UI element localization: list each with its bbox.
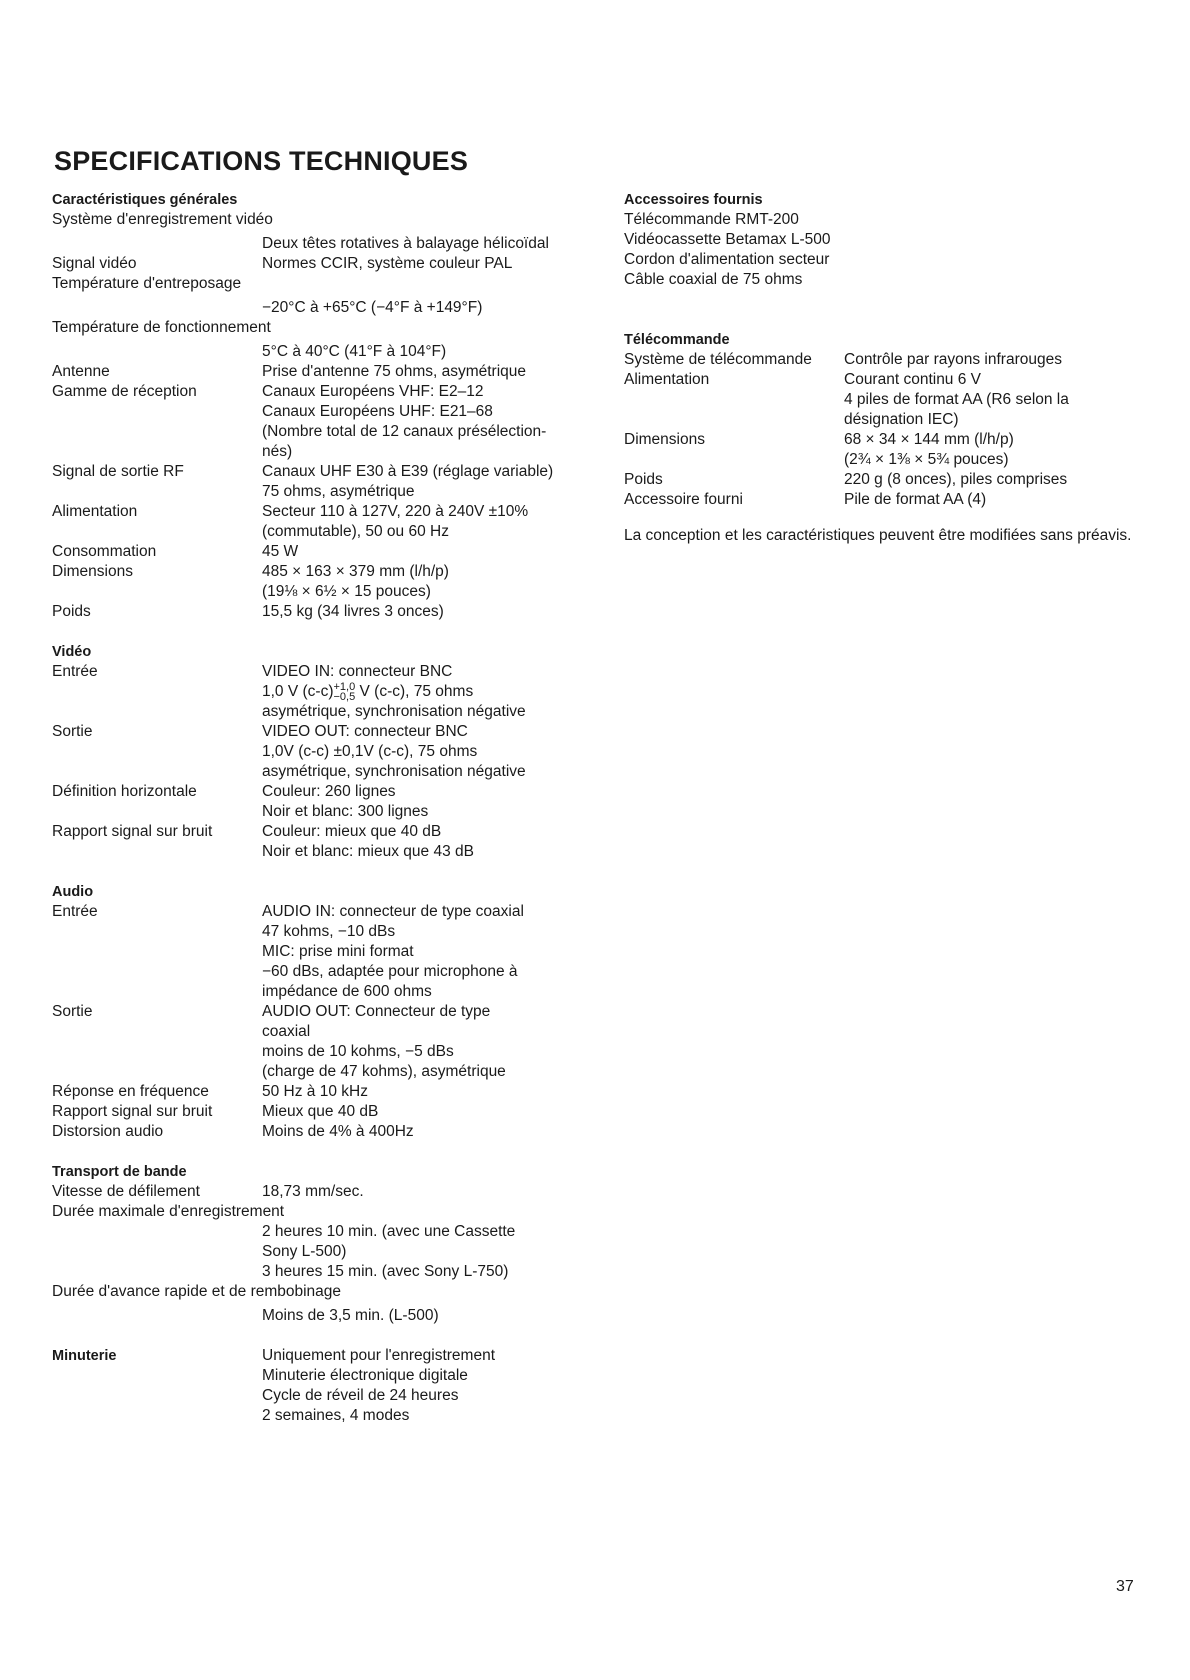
section-heading-video: Vidéo bbox=[52, 644, 92, 660]
spec-label: Système de télécommande bbox=[624, 351, 812, 368]
spec-row bbox=[624, 370, 1144, 430]
spec-value: (19⅛ × 6½ × 15 pouces) bbox=[262, 583, 431, 600]
spec-label: Rapport signal sur bruit bbox=[52, 823, 213, 841]
spec-value: Couleur: 260 lignes bbox=[262, 783, 396, 801]
section-heading-timer: Minuterie bbox=[52, 1348, 117, 1365]
spec-value: 18,73 mm/sec. bbox=[262, 1183, 364, 1201]
spec-row bbox=[52, 1122, 612, 1142]
spec-value: (commutable), 50 ou 60 Hz bbox=[262, 523, 449, 540]
spec-row bbox=[52, 502, 612, 542]
spec-value: (Nombre total de 12 canaux présélection- bbox=[262, 423, 547, 440]
spec-value: 4 piles de format AA (R6 selon la bbox=[844, 391, 1069, 408]
spec-rows-video bbox=[52, 722, 612, 862]
spec-row bbox=[624, 490, 1144, 510]
spec-value: (2¾ × 1⅜ × 5¾ pouces) bbox=[844, 451, 1009, 468]
spec-value: Canaux Européens UHF: E21–68 bbox=[262, 403, 493, 420]
spec-value: Mieux que 40 dB bbox=[262, 1103, 379, 1121]
spec-row bbox=[52, 602, 612, 622]
spec-value: Uniquement pour l'enregistrement bbox=[262, 1347, 495, 1365]
spec-value: coaxial bbox=[262, 1023, 311, 1041]
spec-label: Rapport signal sur bruit bbox=[52, 1103, 213, 1121]
spec-value: 3 heures 15 min. (avec Sony L-750) bbox=[262, 1263, 509, 1281]
spec-label: Durée maximale d'enregistrement bbox=[52, 1203, 285, 1221]
spec-value-part: V (c-c), 75 ohms bbox=[355, 683, 474, 701]
spec-value: Canaux UHF E30 à E39 (réglage variable) bbox=[262, 463, 554, 480]
spec-label: Entrée bbox=[52, 663, 98, 680]
spec-value: Couleur: mieux que 40 dB bbox=[262, 823, 442, 841]
spec-value: 2 heures 10 min. (avec une Cassette bbox=[262, 1223, 516, 1241]
spec-value: Deux têtes rotatives à balayage hélicoïdal bbox=[262, 235, 549, 252]
spec-values bbox=[52, 1222, 612, 1282]
left-column bbox=[52, 190, 612, 1426]
spec-value: VIDEO IN: connecteur BNC bbox=[262, 663, 453, 680]
section-heading-general: Caractéristiques générales bbox=[52, 192, 238, 208]
spec-value: 5°C à 40°C (41°F à 104°F) bbox=[262, 343, 447, 360]
spec-values bbox=[262, 1346, 612, 1426]
spec-value: 1,0V (c-c) ±0,1V (c-c), 75 ohms bbox=[262, 743, 478, 761]
spec-value: AUDIO OUT: Connecteur de type bbox=[262, 1003, 491, 1021]
spec-label: Température d'entreposage bbox=[52, 275, 242, 292]
spec-row bbox=[52, 782, 612, 822]
spec-value: moins de 10 kohms, −5 dBs bbox=[262, 1043, 454, 1061]
spec-value: 50 Hz à 10 kHz bbox=[262, 1083, 368, 1101]
spec-value-part: 1,0 V (c-c) bbox=[262, 683, 334, 701]
tolerance-minus: −0,5 bbox=[333, 691, 356, 703]
spec-row bbox=[52, 662, 612, 722]
spec-label: Système d'enregistrement vidéo bbox=[52, 211, 273, 228]
spec-value: Noir et blanc: mieux que 43 dB bbox=[262, 843, 474, 861]
spec-value: désignation IEC) bbox=[844, 411, 959, 428]
spec-value: Minuterie électronique digitale bbox=[262, 1367, 468, 1385]
spec-value: Normes CCIR, système couleur PAL bbox=[262, 255, 513, 272]
spec-label: Poids bbox=[52, 603, 91, 620]
spec-row bbox=[52, 562, 612, 602]
spec-label: Durée d'avance rapide et de rembobinage bbox=[52, 1283, 342, 1301]
spec-value: 15,5 kg (34 livres 3 onces) bbox=[262, 603, 444, 620]
spec-label: Définition horizontale bbox=[52, 783, 197, 801]
spec-label: Distorsion audio bbox=[52, 1123, 164, 1141]
spec-row bbox=[52, 254, 612, 274]
spec-label: Signal vidéo bbox=[52, 255, 137, 272]
spec-value: Moins de 4% à 400Hz bbox=[262, 1123, 414, 1141]
accessory-item: Cordon d'alimentation secteur bbox=[624, 251, 830, 268]
spec-value: 485 × 163 × 379 mm (l/h/p) bbox=[262, 563, 449, 580]
spec-label: Réponse en fréquence bbox=[52, 1083, 209, 1101]
section-heading-audio: Audio bbox=[52, 884, 94, 901]
section-heading-remote: Télécommande bbox=[624, 332, 730, 348]
spec-row bbox=[52, 722, 612, 782]
spec-label: Signal de sortie RF bbox=[52, 463, 184, 480]
spec-row bbox=[52, 382, 612, 462]
spec-value: Contrôle par rayons infrarouges bbox=[844, 351, 1062, 368]
accessory-item: Télécommande RMT-200 bbox=[624, 211, 799, 228]
spec-label: Vitesse de défilement bbox=[52, 1183, 200, 1201]
disclaimer-note: La conception et les caractéristiques peuvent être modifiées sans préavis. bbox=[624, 527, 1132, 544]
spec-value: Prise d'antenne 75 ohms, asymétrique bbox=[262, 363, 527, 380]
spec-row bbox=[52, 902, 612, 1002]
right-column bbox=[624, 190, 1144, 546]
spec-row bbox=[624, 470, 1144, 490]
spec-rows-general bbox=[52, 254, 612, 274]
spec-value: impédance de 600 ohms bbox=[262, 983, 432, 1001]
spec-rows-audio bbox=[52, 902, 612, 1142]
section-heading-transport: Transport de bande bbox=[52, 1164, 187, 1181]
spec-row bbox=[52, 1182, 612, 1202]
spec-value: asymétrique, synchronisation négative bbox=[262, 703, 526, 721]
page-number: 37 bbox=[1116, 1578, 1134, 1595]
spec-label: Consommation bbox=[52, 543, 157, 560]
spec-row bbox=[624, 430, 1144, 470]
spec-value: 75 ohms, asymétrique bbox=[262, 483, 415, 500]
spec-value: Secteur 110 à 127V, 220 à 240V ±10% bbox=[262, 503, 529, 520]
spec-value: nés) bbox=[262, 443, 293, 460]
spec-label: Poids bbox=[624, 471, 663, 488]
spec-row bbox=[52, 1082, 612, 1102]
spec-value: 68 × 34 × 144 mm (l/h/p) bbox=[844, 431, 1014, 448]
spec-value: (charge de 47 kohms), asymétrique bbox=[262, 1063, 506, 1081]
spec-label: Dimensions bbox=[624, 431, 705, 448]
spec-label: Sortie bbox=[52, 1003, 93, 1021]
spec-value: Courant continu 6 V bbox=[844, 371, 982, 388]
spec-label: Entrée bbox=[52, 903, 98, 921]
accessory-item: Vidéocassette Betamax L-500 bbox=[624, 231, 831, 248]
spec-rows-remote bbox=[624, 350, 1144, 510]
spec-rows-general-2 bbox=[52, 362, 612, 622]
spec-value: Cycle de réveil de 24 heures bbox=[262, 1387, 459, 1405]
spec-value: Pile de format AA (4) bbox=[844, 491, 987, 508]
spec-row bbox=[52, 822, 612, 862]
spec-row bbox=[52, 542, 612, 562]
spec-label: Alimentation bbox=[52, 503, 138, 520]
spec-label: Sortie bbox=[52, 723, 93, 741]
spec-row bbox=[52, 362, 612, 382]
accessories-list bbox=[624, 210, 1144, 290]
spec-value: −20°C à +65°C (−4°F à +149°F) bbox=[262, 299, 483, 316]
spec-value: Canaux Européens VHF: E2–12 bbox=[262, 383, 484, 400]
page-title: SPECIFICATIONS TECHNIQUES bbox=[54, 146, 469, 176]
spec-row-timer bbox=[52, 1346, 612, 1426]
spec-value: Noir et blanc: 300 lignes bbox=[262, 803, 429, 821]
spec-row bbox=[52, 1002, 612, 1082]
spec-value: 2 semaines, 4 modes bbox=[262, 1407, 410, 1425]
spec-value: 220 g (8 onces), piles comprises bbox=[844, 471, 1068, 488]
spec-label: Température de fonctionnement bbox=[52, 319, 271, 336]
spec-value: VIDEO OUT: connecteur BNC bbox=[262, 723, 468, 741]
spec-value: −60 dBs, adaptée pour microphone à bbox=[262, 963, 518, 981]
tolerance-plus: +1,0 bbox=[333, 681, 356, 693]
spec-value: 45 W bbox=[262, 543, 299, 560]
spec-value: Sony L-500) bbox=[262, 1243, 347, 1261]
spec-label: Gamme de réception bbox=[52, 383, 197, 400]
spec-row bbox=[624, 350, 1144, 370]
spec-label: Alimentation bbox=[624, 371, 710, 388]
spec-row bbox=[52, 1102, 612, 1122]
spec-value: Moins de 3,5 min. (L-500) bbox=[262, 1307, 439, 1325]
spec-label: Accessoire fourni bbox=[624, 491, 743, 508]
spec-value: AUDIO IN: connecteur de type coaxial bbox=[262, 903, 524, 921]
spec-label: Dimensions bbox=[52, 563, 133, 580]
section-heading-accessories: Accessoires fournis bbox=[624, 192, 763, 208]
spec-value: asymétrique, synchronisation négative bbox=[262, 763, 526, 781]
spec-label: Antenne bbox=[52, 363, 110, 380]
spec-value: 47 kohms, −10 dBs bbox=[262, 923, 396, 941]
accessory-item: Câble coaxial de 75 ohms bbox=[624, 271, 803, 288]
spec-value: MIC: prise mini format bbox=[262, 943, 414, 961]
spec-value bbox=[262, 682, 612, 702]
spec-row bbox=[52, 462, 612, 502]
